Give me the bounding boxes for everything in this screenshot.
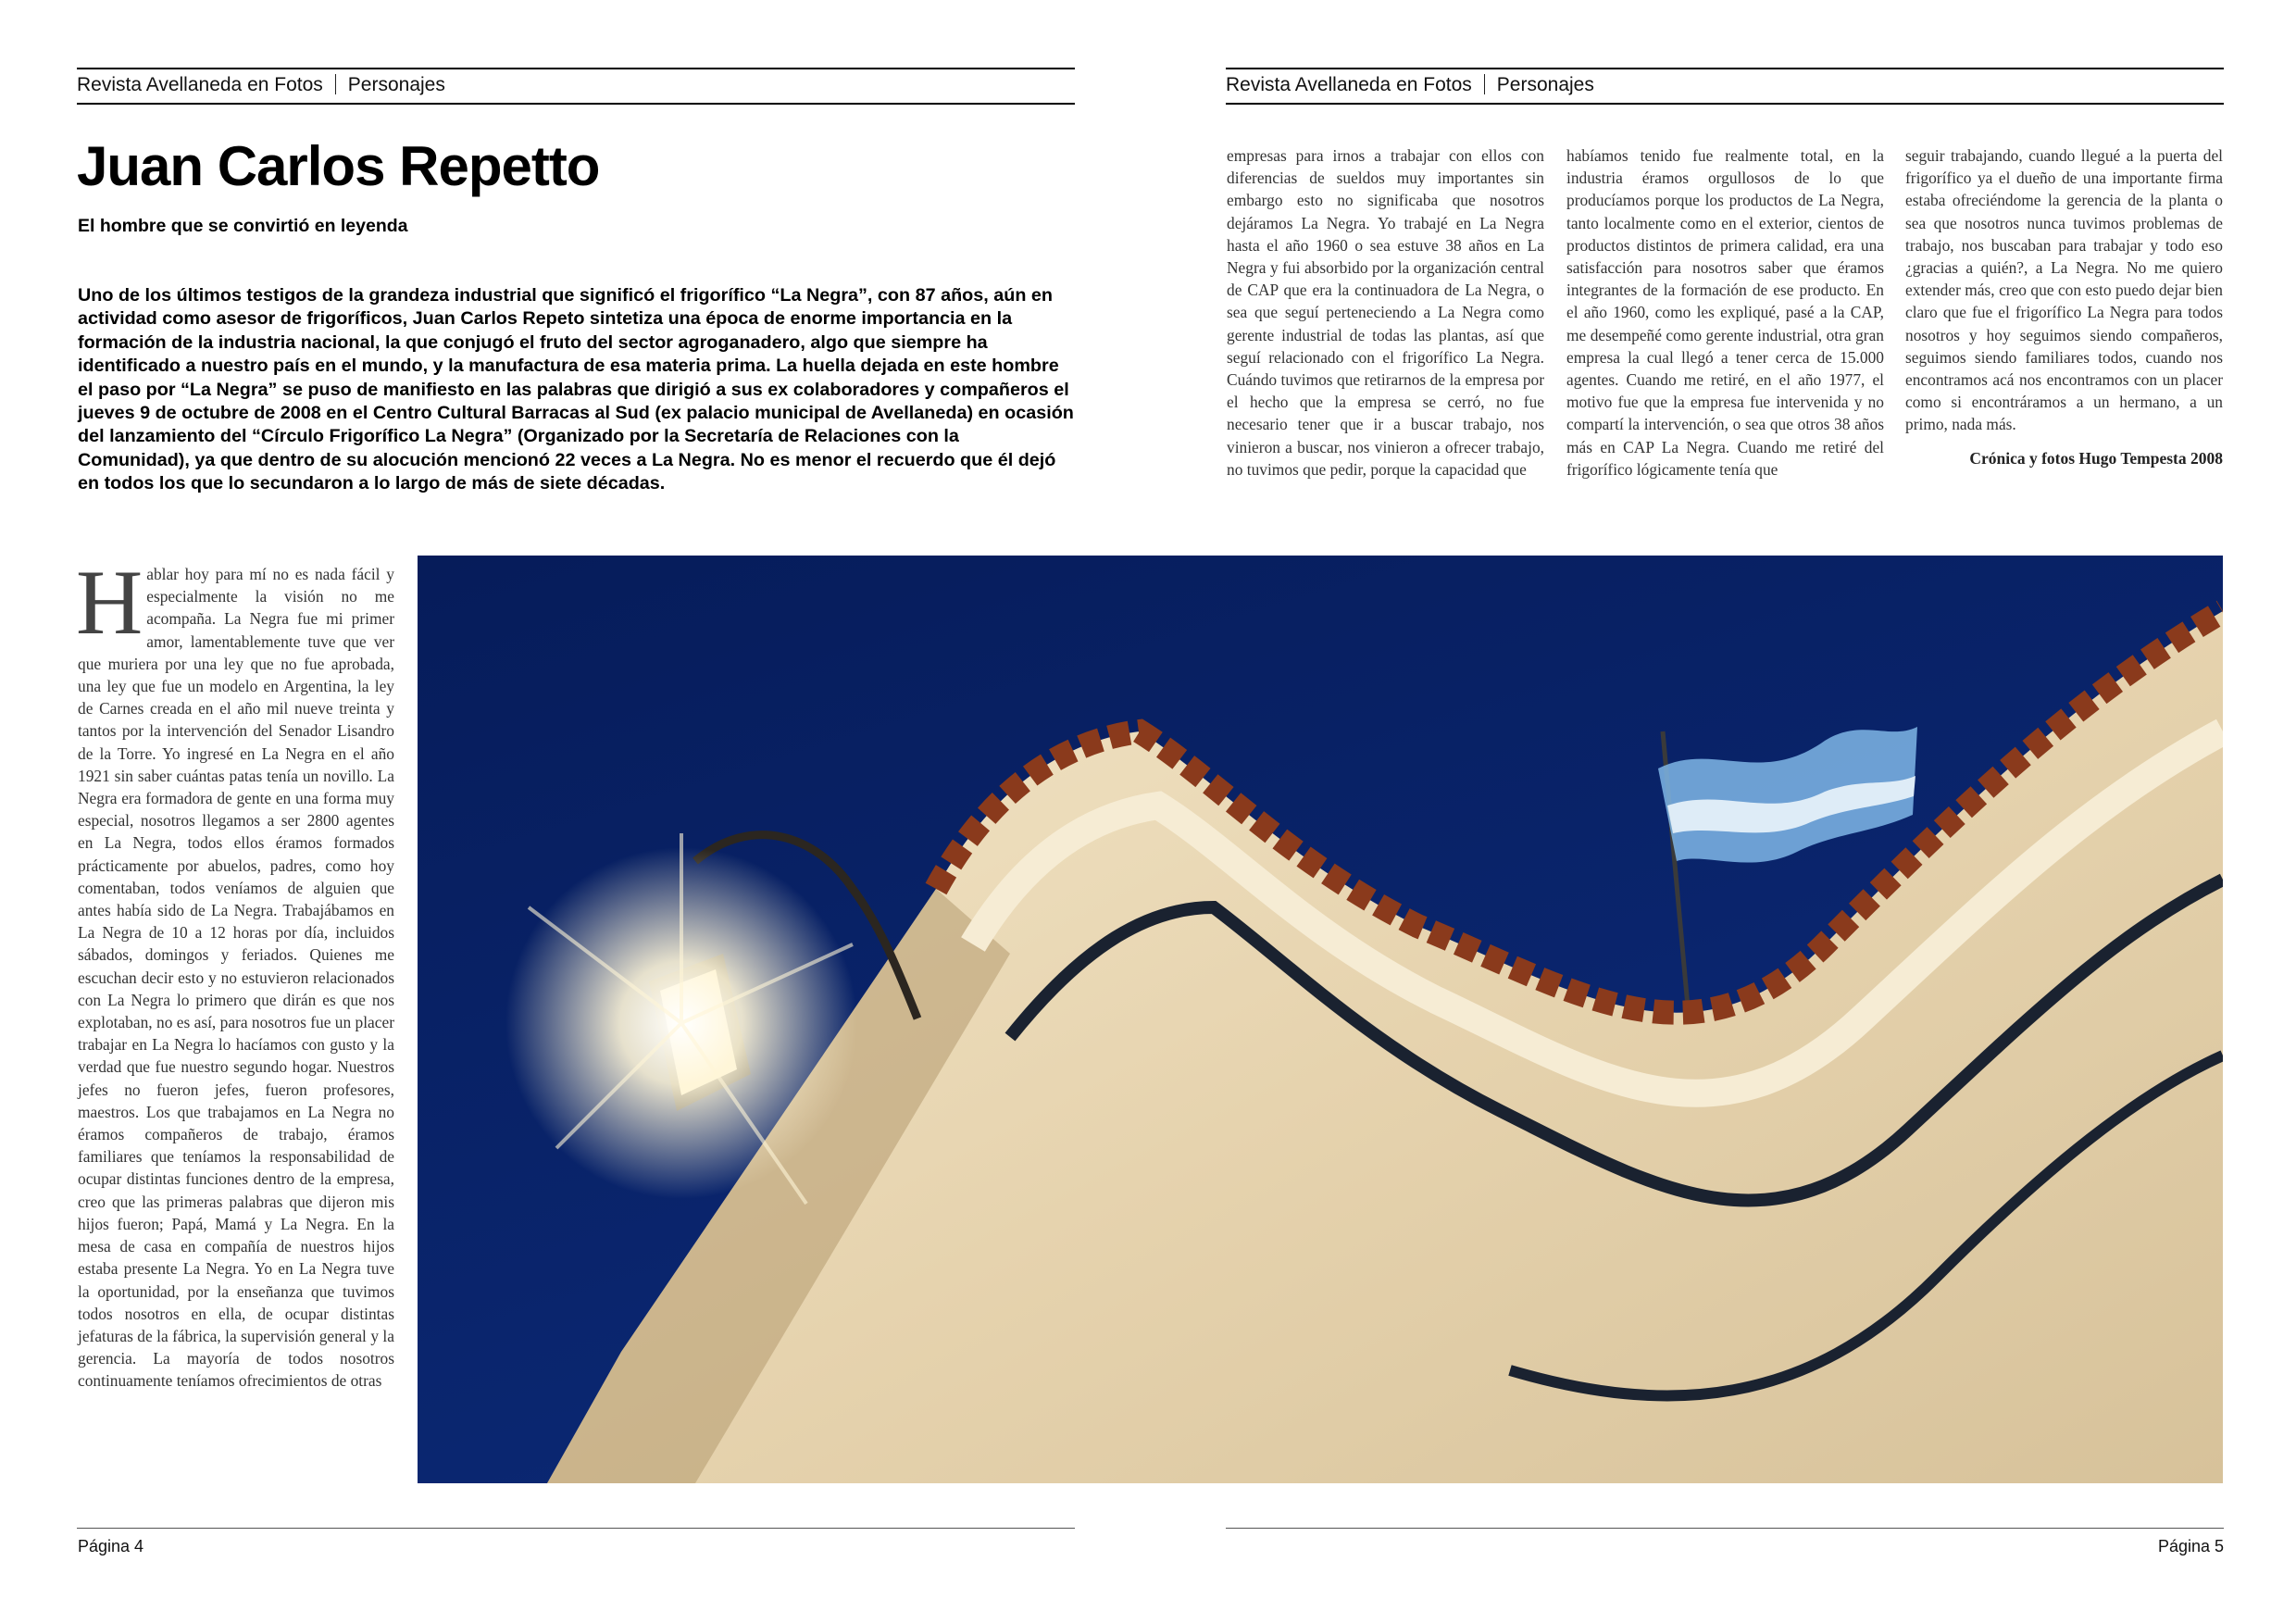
photo-credit: Crónica y fotos Hugo Tempesta 2008 — [1969, 448, 2223, 468]
running-head-divider — [1484, 74, 1485, 94]
header-rule-bottom-left — [77, 103, 1075, 105]
running-head-right — [1226, 73, 1594, 97]
body-column-1-text: ablar hoy para mí no es nada fácil y especialmente la visión no me acompaña. La Negra fue mi primer amor, lamentablemente tuve que ver que muriera por una ley que no fue aprobada, una ley que fue un modelo en Argentina, la ley de Carnes creada en el año mil nueve treinta y tantos por la intervención del Senador Lisandro de la Torre. Yo ingresé en La Negra en el año 1921 sin saber cuántas patas tenía un novillo. La Negra era formadora de gente en una forma muy especial, nosotros llegamos a ser 2800 agentes en La Negra, todos ellos éramos formados prácticamente por abuelos, padres, como hoy comentaban, todos veníamos de alguien que antes había sido de La Negra. Trabajábamos en La Negra de 10 a 12 horas por día, incluidos sábados, domingos y feriados. Quienes me escuchan decir esto y no estuvieron relacionados con La Negra lo primero que dirán es que nos explotaban, no es así, para nosotros fue un placer trabajar en La Negra lo hacíamos con gusto y la verdad que fue nuestro segundo hogar. Nuestros jefes no fueron jefes, fueron profesores, maestros. Los que trabajamos en La Negra no éramos compañeros de trabajo, éramos familiares que teníamos la responsabilidad de ocupar distintas funciones dentro de la empresa, creo que las primeras palabras que dijeron mis hijos fueron; Papá, Mamá y La Negra. En la mesa de casa en compañía de nuestros hijos estaba presente La Negra. Yo en La Negra tuve la oportunidad, por la enseñanza que tuvimos todos nosotros en ella, de ocupar distintas jefaturas de la fábrica, la supervisión general y la gerencia. La mayoría de todos nosotros continuamente teníamos ofrecimientos de otras — [78, 565, 394, 1391]
body-column-3-text: habíamos tenido fue realmente total, en la industria éramos orgullosos de lo que producíamos porque los productos de La Negra, tanto localmente como en el exterior, cientos de productos distintos de primera calidad, era una satisfacción para nosotros saber que éramos integrantes de la formación de ese producto. En el año 1960, como les expliqué, pasé a la CAP, me desempeñé como gerente industrial, otra gran empresa la cual llegó a tener cerca de 15.000 agentes. Cuando me retiré, en el año 1977, el motivo fue que la empresa fue intervenida y no compartí la intervención, o sea que otros 38 años más en CAP La Negra. Cuando me retiré del frigorífico lógicamente tenía que — [1566, 146, 1884, 479]
folio-right: Página 5 — [2157, 1537, 2224, 1555]
running-head-section: Personajes — [1496, 74, 1594, 95]
header-rule-top-right — [1226, 68, 2224, 69]
header-rule-bottom-right — [1226, 103, 2224, 105]
body-column-4 — [1905, 144, 2223, 469]
body-column-2 — [1227, 144, 1544, 481]
header-rule-top-left — [77, 68, 1075, 69]
drop-cap: H — [76, 551, 144, 654]
running-head-section: Personajes — [347, 74, 445, 95]
article-lead: Uno de los últimos testigos de la grandeza industrial que significó el frigorífico “La Negra”, con 87 años, aún en actividad como asesor de frigoríficos, Juan Carlos Repeto sintetiza una época de enorme importancia en la formación de la industria nacional, la que conjugó el fruto del sector agroganadero, algo que siempre ha identificado a nuestro país en el mundo, y la manufactura de esa materia prima. La huella dejada en este hombre el paso por “La Negra” se puso de manifiesto en las palabras que dirigió a sus ex colaboradores y compañeros el jueves 9 de octubre de 2008 en el Centro Cultural Barracas al Sud (ex palacio municipal de Avellaneda) en ocasión del lanzamiento del “Círculo Frigorífico La Negra” (Organizado por la Secretaría de Relaciones con la Comunidad), ya que dentro de su alocución mencionó 22 veces a La Negra. No es menor el recuerdo que él dejó en todos los que lo secundaron a lo largo de más de siete décadas. — [78, 285, 1074, 494]
footer-rule-right — [1226, 1528, 2224, 1529]
running-head-publication: Revista Avellaneda en Fotos — [77, 74, 323, 95]
body-column-4-text: seguir trabajando, cuando llegué a la puerta del frigorífico ya el dueño de una importante firma estaba ofreciéndome la gerencia de la planta o sea que nosotros nunca tuvimos problemas de trabajo, nos buscaban para trabajar y todo eso ¿gracias a quién?, a La Negra. No me quiero extender más, creo que con esto puedo dejar bien claro que fue el frigorífico La Negra para todos nosotros y hoy seguimos siendo compañeros, seguimos siendo familiares todos, cuando nos encontramos acá nos encontramos con un placer como si encontráramos a un hermano, a un primo, nada más. — [1905, 146, 2223, 434]
body-column-3 — [1566, 144, 1884, 481]
running-head-publication: Revista Avellaneda en Fotos — [1226, 74, 1472, 95]
body-column-2-text: empresas para irnos a trabajar con ellos con diferencias de sueldos muy importantes sin embargo esto no significaba que nosotros dejáramos La Negra. Yo trabajé en La Negra hasta el año 1960 o sea estuve 38 años en La Negra y fui absorbido por la organización central de CAP que era la continuadora de La Negra, o sea que seguí perteneciendo a La Negra como gerente industrial de todas las plantas, así que seguí relacionado con el frigorífico La Negra. Cuándo tuvimos que retirarnos de la empresa por el hecho que la empresa se cerró, no fue necesario tener que ir a buscar trabajo, nos vinieron a buscar, nos vinieron a ofrecer trabajo, no tuvimos que pedir, porque la capacidad que — [1227, 146, 1544, 479]
body-column-1 — [76, 551, 394, 1393]
article-subtitle: El hombre que se convirtió en leyenda — [78, 216, 408, 236]
folio-left: Página 4 — [78, 1537, 144, 1555]
article-title: Juan Carlos Repetto — [77, 135, 600, 197]
running-head-left — [77, 73, 445, 97]
running-head-divider — [335, 74, 336, 94]
footer-rule-left — [77, 1528, 1075, 1529]
article-photo — [418, 556, 2223, 1483]
